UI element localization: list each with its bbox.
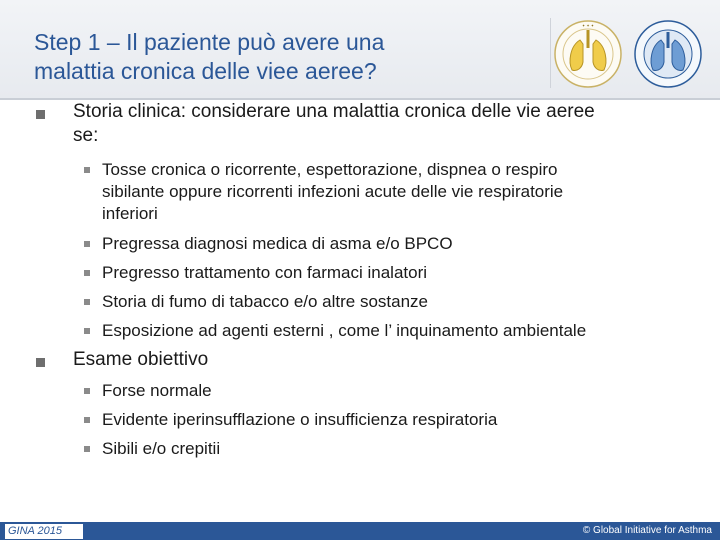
history-item-3: Pregresso trattamento con farmaci inalatori xyxy=(102,263,428,282)
bullet-square xyxy=(36,358,45,367)
history-item-4: Storia di fumo di tabacco e/o altre sostanze xyxy=(102,292,429,311)
sub-bullet-square xyxy=(84,270,90,276)
exam-item-2: Evidente iperinsufflazione o insufficienza respiratoria xyxy=(102,410,498,429)
history-bullet xyxy=(73,100,693,148)
exam-item-3: Sibili e/o crepitii xyxy=(102,439,221,458)
sub-bullet-square xyxy=(84,299,90,305)
bullet-square xyxy=(36,110,45,119)
history-item-5: Esposizione ad agenti esterni , come l’ inquinamento ambientale xyxy=(102,321,587,340)
exam-item-1: Forse normale xyxy=(102,381,212,400)
svg-text:✦ ✦ ✦: ✦ ✦ ✦ xyxy=(581,23,595,28)
history-item-1-line-1: Tosse cronica o ricorrente, espettorazione, dispnea o respiro xyxy=(102,160,558,179)
sub-bullet-square xyxy=(84,446,90,452)
title-line-2: malattia cronica delle viee aeree? xyxy=(34,58,377,84)
history-item-1 xyxy=(102,159,692,225)
footer-copyright: © Global Initiative for Asthma xyxy=(582,525,712,536)
history-line-1: Storia clinica: considerare una malattia cronica delle vie aeree xyxy=(73,101,595,122)
history-item-1-line-3: inferiori xyxy=(102,204,158,223)
exam-bullet: Esame obiettivo xyxy=(73,349,209,370)
footer-year-label: GINA 2015 xyxy=(4,523,84,540)
title-line-1: Step 1 – Il paziente può avere una xyxy=(34,29,385,55)
sub-bullet-square xyxy=(84,241,90,247)
sub-bullet-square xyxy=(84,417,90,423)
sub-bullet-square xyxy=(84,167,90,173)
history-item-2: Pregressa diagnosi medica di asma e/o BPCO xyxy=(102,234,453,253)
sub-bullet-square xyxy=(84,328,90,334)
sub-bullet-square xyxy=(84,388,90,394)
history-item-1-line-2: sibilante oppure ricorrenti infezioni acute delle vie respiratorie xyxy=(102,182,564,201)
history-line-2: se: xyxy=(73,125,99,146)
